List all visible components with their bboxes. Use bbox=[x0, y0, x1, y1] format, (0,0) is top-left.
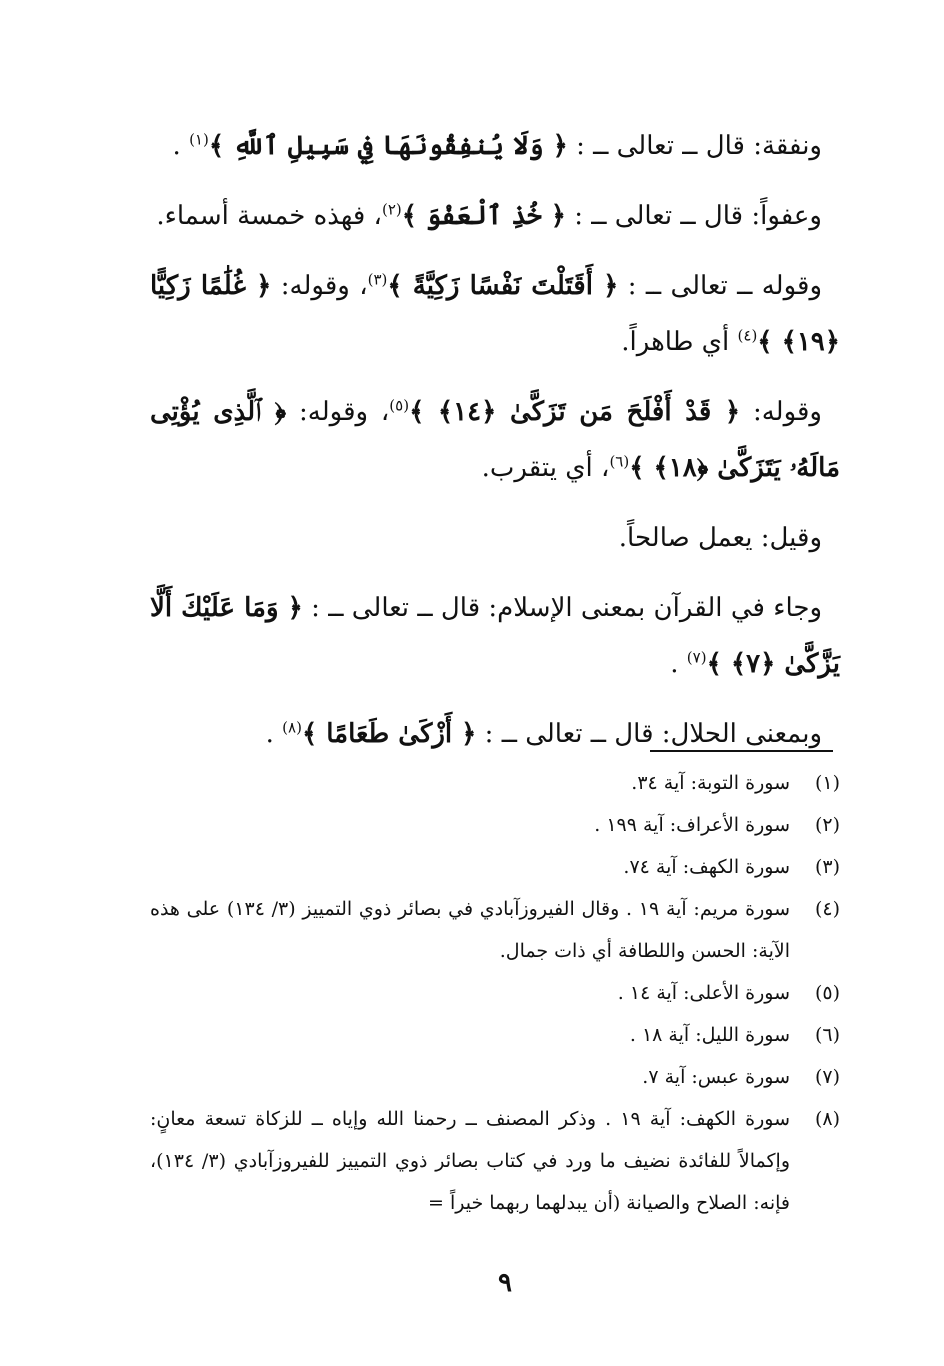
footnote-number: (٣) bbox=[814, 856, 840, 878]
page-number: ٩ bbox=[498, 1268, 512, 1298]
quran-verse: ﴿ ٱلَّذِى يُؤْتِى مَالَهُۥ يَتَزَكَّىٰ ﴿١٨﴾ ﴾ bbox=[150, 397, 840, 483]
footnote-ref: (٦) bbox=[609, 452, 630, 471]
paragraph-spending bbox=[150, 118, 840, 174]
paragraph-islam bbox=[150, 580, 840, 692]
footnote-ref: (٥) bbox=[389, 396, 410, 415]
footnote bbox=[150, 762, 840, 804]
footnote-text: سورة عبس: آية ٧. bbox=[642, 1066, 790, 1088]
footnote-number: (٧) bbox=[814, 1066, 840, 1088]
paragraph-text: وجاء في القرآن بمعنى الإسلام: قال ــ تعالى ــ : bbox=[302, 593, 822, 623]
footnote bbox=[150, 888, 840, 972]
paragraph-text: وقيل: يعمل صالحاً. bbox=[618, 523, 822, 553]
footnote-ref: (١) bbox=[189, 130, 209, 149]
footnote-ref: (٨) bbox=[282, 718, 302, 737]
footnote-text: سورة الكهف: آية ٧٤. bbox=[623, 856, 790, 878]
footnote-number: (٥) bbox=[814, 982, 840, 1004]
paragraph-text: ، وقوله: bbox=[271, 271, 368, 301]
footnote-number: (٢) bbox=[814, 814, 840, 836]
quran-verse: ﴿ وَمَا عَلَيْكَ أَلَّا يَزَّكَّىٰ ﴿٧﴾ ﴾ bbox=[150, 593, 840, 679]
footnote-text: سورة مريم: آية ١٩ . وقال الفيروزآبادي في بصائر ذوي التمييز (٣/ ١٣٤) على هذه الآية: الحسن واللطافة أي ذات جمال. bbox=[150, 898, 791, 962]
quran-verse: ﴿ خُذِ ٱلْعَفْوَ ﴾ bbox=[401, 201, 566, 231]
footnote-text: سورة الليل: آية ١٨ . bbox=[629, 1024, 790, 1046]
footnote bbox=[150, 972, 840, 1014]
footnote-text: سورة الكهف: آية ١٩ . وذكر المصنف ــ رحمنا الله وإياه ــ للزكاة تسعة معانٍ: وإكمالاً للفائدة نضيف ما ورد في كتاب بصائر ذوي التمييز للفيروزآبادي (٣/ ١٣٤)، فإنه: الصلاح والصيانة (أن يبدلهما ربهما خيراً = bbox=[150, 1108, 790, 1214]
footnote bbox=[150, 846, 840, 888]
paragraph-text: وقوله ــ تعالى ــ : bbox=[618, 271, 822, 301]
footnote-number: (١) bbox=[814, 772, 840, 794]
footnote-text: سورة الأعلى: آية ١٤ . bbox=[617, 982, 790, 1004]
paragraph-approach bbox=[150, 384, 840, 496]
paragraph-text: أي طاهراً. bbox=[621, 327, 738, 357]
paragraph-text: . bbox=[670, 649, 687, 679]
footnote-text: سورة الأعراف: آية ١٩٩ . bbox=[594, 814, 790, 836]
footnote-number: (٦) bbox=[814, 1024, 840, 1046]
paragraph-text: وقوله: bbox=[740, 397, 822, 427]
quran-verse: ﴿ أَقَتَلْتَ نَفْسًا زَكِيَّةً ﴾ bbox=[387, 271, 619, 301]
paragraph-text: . bbox=[172, 131, 190, 161]
paragraph-text: وبمعنى الحلال: قال ــ تعالى ــ : bbox=[476, 719, 822, 749]
footnote bbox=[150, 804, 840, 846]
footnote-number: (٨) bbox=[814, 1108, 840, 1130]
paragraph-righteous bbox=[150, 510, 840, 566]
footnote-ref: (٣) bbox=[367, 270, 388, 289]
paragraph-text: ونفقة: قال ــ تعالى ــ : bbox=[567, 131, 822, 161]
footnote-number: (٤) bbox=[814, 898, 840, 920]
footnote-divider bbox=[650, 750, 833, 752]
quran-verse: ﴿ أَزْكَىٰ طَعَامًا ﴾ bbox=[301, 719, 477, 749]
quran-verse: ﴿ وَلَا يُنفِقُونَهَا فِي سَبِيلِ ٱللَّهِ ﴾ bbox=[208, 131, 568, 161]
footnotes bbox=[150, 762, 840, 1224]
paragraph-text: . bbox=[265, 719, 283, 749]
paragraph-pure bbox=[150, 258, 840, 370]
paragraph-text: ، فهذه خمسة أسماء. bbox=[156, 201, 382, 231]
footnote-text: سورة التوبة: آية ٣٤. bbox=[631, 772, 790, 794]
paragraph-text: وعفواً: قال ــ تعالى ــ : bbox=[566, 201, 822, 231]
paragraph-text: ، وقوله: bbox=[286, 397, 390, 427]
footnote-ref: (٤) bbox=[737, 326, 758, 345]
footnote-ref: (٢) bbox=[381, 200, 402, 219]
footnote-ref: (٧) bbox=[686, 648, 707, 667]
paragraph-pardon bbox=[150, 188, 840, 244]
footnote bbox=[150, 1014, 840, 1056]
paragraph-text: ، أي يتقرب. bbox=[481, 453, 610, 483]
quran-verse: ﴿ غُلَٰمًا زَكِيًّا ﴿١٩﴾ ﴾ bbox=[150, 271, 840, 357]
paragraph-lawful bbox=[150, 706, 840, 762]
main-text bbox=[150, 118, 840, 776]
footnote bbox=[150, 1098, 840, 1224]
footnote bbox=[150, 1056, 840, 1098]
quran-verse: ﴿ قَدْ أَفْلَحَ مَن تَزَكَّىٰ ﴿١٤﴾ ﴾ bbox=[409, 397, 741, 427]
